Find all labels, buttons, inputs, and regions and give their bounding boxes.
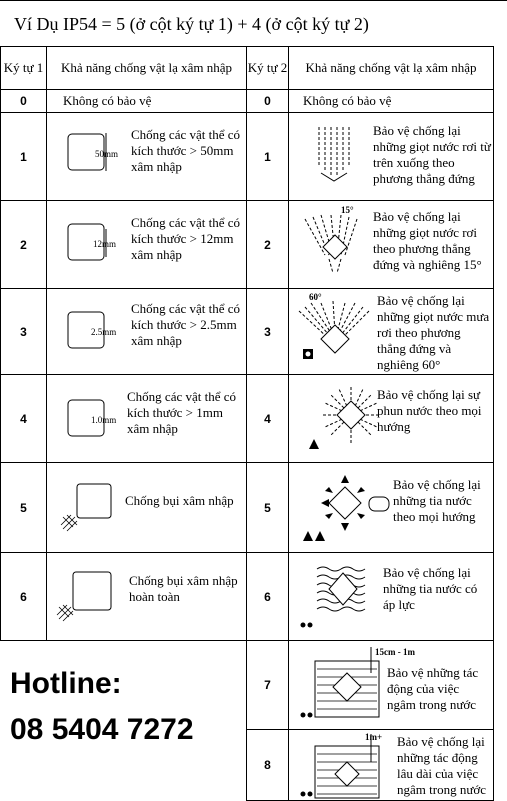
desc2-row-8 [288,729,494,801]
header-digit1: Ký tự 1 [0,46,47,90]
desc1-5-text: Chống bụi xâm nhập [125,493,234,508]
desc2-row-3 [288,288,494,375]
immersion-continuous-icon [299,732,395,800]
desc2-row-6 [288,552,494,641]
header-digit2: Ký tự 2 [246,46,289,90]
desc2-8-text: Bảo vệ chống lại những tác động lâu dài của việc ngâm trong nước [397,734,487,797]
desc1-row-2 [46,200,247,289]
digit2-3: 3 [246,288,289,375]
page-title: Ví Dụ IP54 = 5 (ở cột ký tự 1) + 4 (ở cột ký tự 2) [0,0,507,46]
digit2-0: 0 [246,89,289,113]
hotline-number[interactable]: 08 5404 7272 [10,713,194,746]
desc1-3-text: Chống các vật thể có kích thước > 2.5mm xâm nhập [131,301,241,348]
desc1-row-5 [46,462,247,553]
desc2-row-0 [288,89,494,113]
depth-label-7: 15cm - 1m [375,647,415,657]
vertical-drip-icon [317,127,351,183]
desc1-4-text: Chống các vật thể có kích thước > 1mm xâm nhập [127,389,237,436]
digit1-5: 5 [0,462,47,553]
desc2-5-text: Bảo vệ chống lại những tia nước theo mọi hướng [393,477,481,524]
angle-label-3: 60° [309,292,322,302]
desc1-row-0 [46,89,247,113]
digit2-4: 4 [246,374,289,463]
desc1-row-6 [46,552,247,641]
digit1-0: 0 [0,89,47,113]
immersion-temporary-icon [299,647,395,723]
drip-15-icon [301,209,369,279]
desc1-6-text: Chống bụi xâm nhập hoàn toàn [129,573,238,604]
desc2-row-7 [288,640,494,730]
desc2-row-2 [288,200,494,289]
digit1-4: 4 [0,374,47,463]
digit2-5: 5 [246,462,289,553]
digit2-7: 7 [246,640,289,730]
desc2-row-5 [288,462,494,553]
desc2-3-text: Bảo vệ chống lại những giọt nước mưa rơi theo phương thẳng đứng và nghiêng 60° [377,293,490,372]
desc1-2-text: Chống các vật thể có kích thước > 12mm xâm nhập [131,215,241,262]
header-desc1: Khả năng chống vật lạ xâm nhập [46,46,247,90]
depth-label-8: 1m+ [365,732,383,742]
desc2-7-text: Bảo vệ những tác động của việc ngâm trong nước [387,665,479,712]
powerful-jets-icon [299,563,379,631]
desc1-row-4 [46,374,247,463]
digit1-6: 6 [0,552,47,641]
digit1-1: 1 [0,112,47,201]
dust-tight-icon [57,571,115,625]
size-label-1: 50mm [95,149,119,159]
size-label-3: 2.5mm [91,327,117,337]
digit1-2: 2 [0,200,47,289]
hotline-label: Hotline: [10,667,122,700]
header-desc2: Khả năng chống vật lạ xâm nhập [288,46,494,90]
desc2-row-4 [288,374,494,463]
splash-all-directions-icon [307,385,379,453]
size-label-4: 1.0mm [91,415,117,425]
desc1-0-text: Không có bảo vệ [63,93,152,108]
digit2-8: 8 [246,729,289,801]
desc2-6-text: Bảo vệ chống lại những tia nước có áp lực [383,565,478,612]
dust-protection-icon [61,483,117,535]
digit1-3: 3 [0,288,47,375]
digit2-1: 1 [246,112,289,201]
desc2-1-text: Bảo vệ chống lại những giọt nước rơi từ trên xuống theo phương thẳng đứng [373,123,491,186]
size-label-2: 12mm [93,239,117,249]
desc1-row-1 [46,112,247,201]
digit2-2: 2 [246,200,289,289]
digit2-6: 6 [246,552,289,641]
rain-60-icon [297,297,373,365]
desc2-0-text: Không có bảo vệ [303,93,392,108]
desc2-4-text: Bảo vệ chống lại sự phun nước theo mọi hướng [377,387,482,434]
desc1-row-3 [46,288,247,375]
desc1-1-text: Chống các vật thể có kích thước > 50mm xâm nhập [131,127,241,174]
water-jets-icon [299,471,393,543]
hotline-panel [0,641,246,801]
desc2-2-text: Bảo vệ chống lại những giọt nước rơi theo phương thẳng đứng và nghiêng 15° [373,209,482,272]
desc2-row-1 [288,112,494,201]
angle-label-2: 15° [341,205,354,215]
